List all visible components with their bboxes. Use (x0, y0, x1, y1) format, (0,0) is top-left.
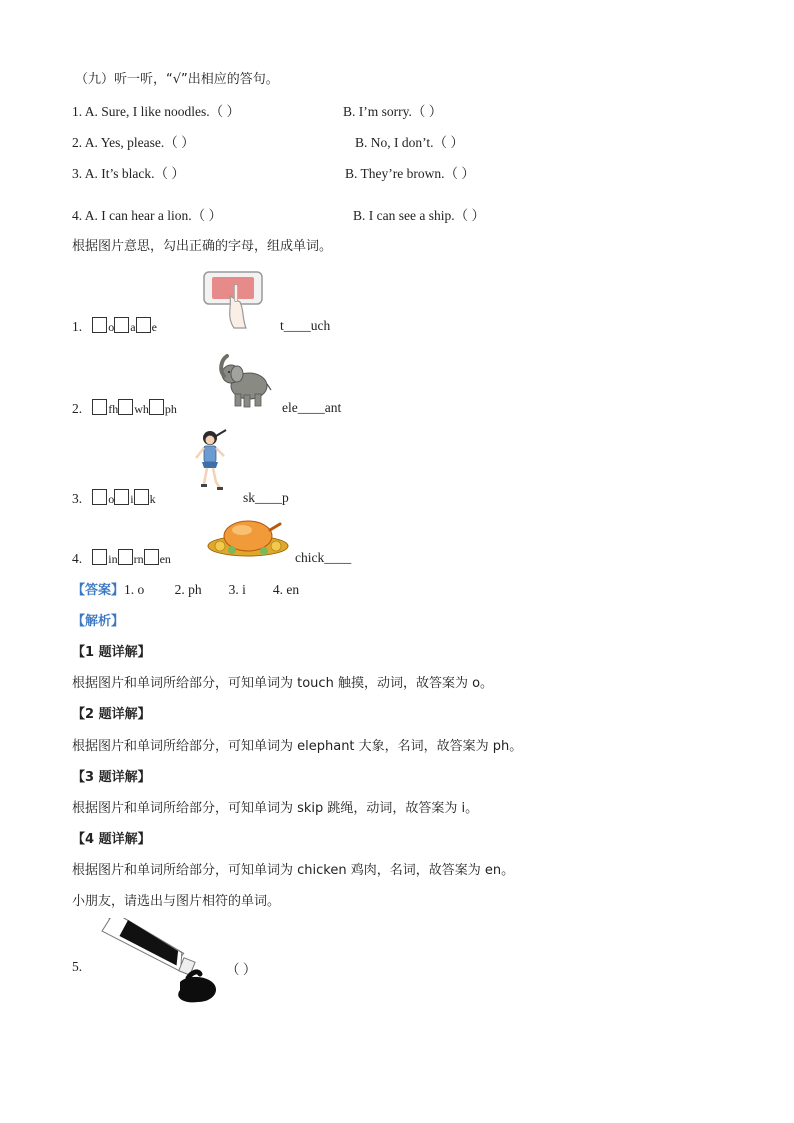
q3-option-a: 3. A. It’s black.（ ） (72, 166, 185, 181)
skipping-girl-icon (192, 428, 232, 496)
checkbox[interactable] (136, 317, 151, 333)
checkbox[interactable] (114, 317, 129, 333)
detail-heading-2: 【2 题详解】 (72, 707, 151, 722)
checkbox[interactable] (118, 549, 133, 565)
detail-heading-1: 【1 题详解】 (72, 645, 151, 660)
detail-text-1: 根据图片和单词所给部分，可知单词为 touch 触摸，动词，故答案为 o。 (72, 676, 494, 691)
analysis-label: 【解析】 (72, 614, 125, 629)
detail-text-2: 根据图片和单词所给部分，可知单词为 elephant 大象，名词，故答案为 ph。 (72, 739, 523, 754)
q2-option-a: 2. A. Yes, please.（ ） (72, 135, 195, 150)
q4-option-b: B. I can see a ship.（ ） (353, 208, 485, 223)
checkbox[interactable] (149, 399, 164, 415)
letters-word-2: ele____ant (282, 400, 342, 415)
elephant-icon (217, 350, 273, 410)
q1-option-b: B. I’m sorry.（ ） (343, 104, 443, 119)
letters-word-1: t____uch (280, 318, 331, 333)
letters-item-3: 3. o i k (72, 491, 156, 506)
detail-heading-3: 【3 题详解】 (72, 770, 151, 785)
checkbox[interactable] (114, 489, 129, 505)
roast-chicken-icon (206, 516, 290, 558)
detail-heading-4: 【4 题详解】 (72, 832, 151, 847)
checkbox[interactable] (92, 317, 107, 333)
choose-instruction: 小朋友，请选出与图片相符的单词。 (72, 894, 281, 909)
q3-option-b: B. They’re brown.（ ） (345, 166, 475, 181)
checkbox[interactable] (92, 549, 107, 565)
letters-instruction: 根据图片意思，勾出正确的字母，组成单词。 (72, 239, 333, 254)
section-nine-title: （九）听一听，“√”出相应的答句。 (75, 72, 279, 87)
detail-text-3: 根据图片和单词所给部分，可知单词为 skip 跳绳，动词，故答案为 i。 (72, 801, 479, 816)
paint-tube-icon (88, 918, 228, 1010)
letters-item-4: 4. in rn en (72, 551, 171, 566)
q2-option-b: B. No, I don’t.（ ） (355, 135, 464, 150)
q4-option-a: 4. A. I can hear a lion.（ ） (72, 208, 222, 223)
q1-option-a: 1. A. Sure, I like noodles.（ ） (72, 104, 240, 119)
letters-word-3: sk____p (243, 490, 289, 505)
checkbox[interactable] (92, 489, 107, 505)
choose-item-number: 5. (72, 959, 83, 974)
checkbox[interactable] (134, 489, 149, 505)
letters-item-2: 2. fh wh ph (72, 401, 177, 416)
checkbox[interactable] (144, 549, 159, 565)
detail-text-4: 根据图片和单词所给部分，可知单词为 chicken 鸡肉，名词，故答案为 en。 (72, 863, 515, 878)
letters-word-4: chick____ (295, 550, 352, 565)
choose-answer-blank[interactable]: （ ） (226, 962, 257, 977)
checkbox[interactable] (92, 399, 107, 415)
letters-item-1: 1. o a e (72, 319, 157, 334)
answer-line: 【答案】1. o 2. ph 3. i 4. en (72, 582, 300, 598)
touch-screen-icon (196, 266, 276, 330)
checkbox[interactable] (118, 399, 133, 415)
